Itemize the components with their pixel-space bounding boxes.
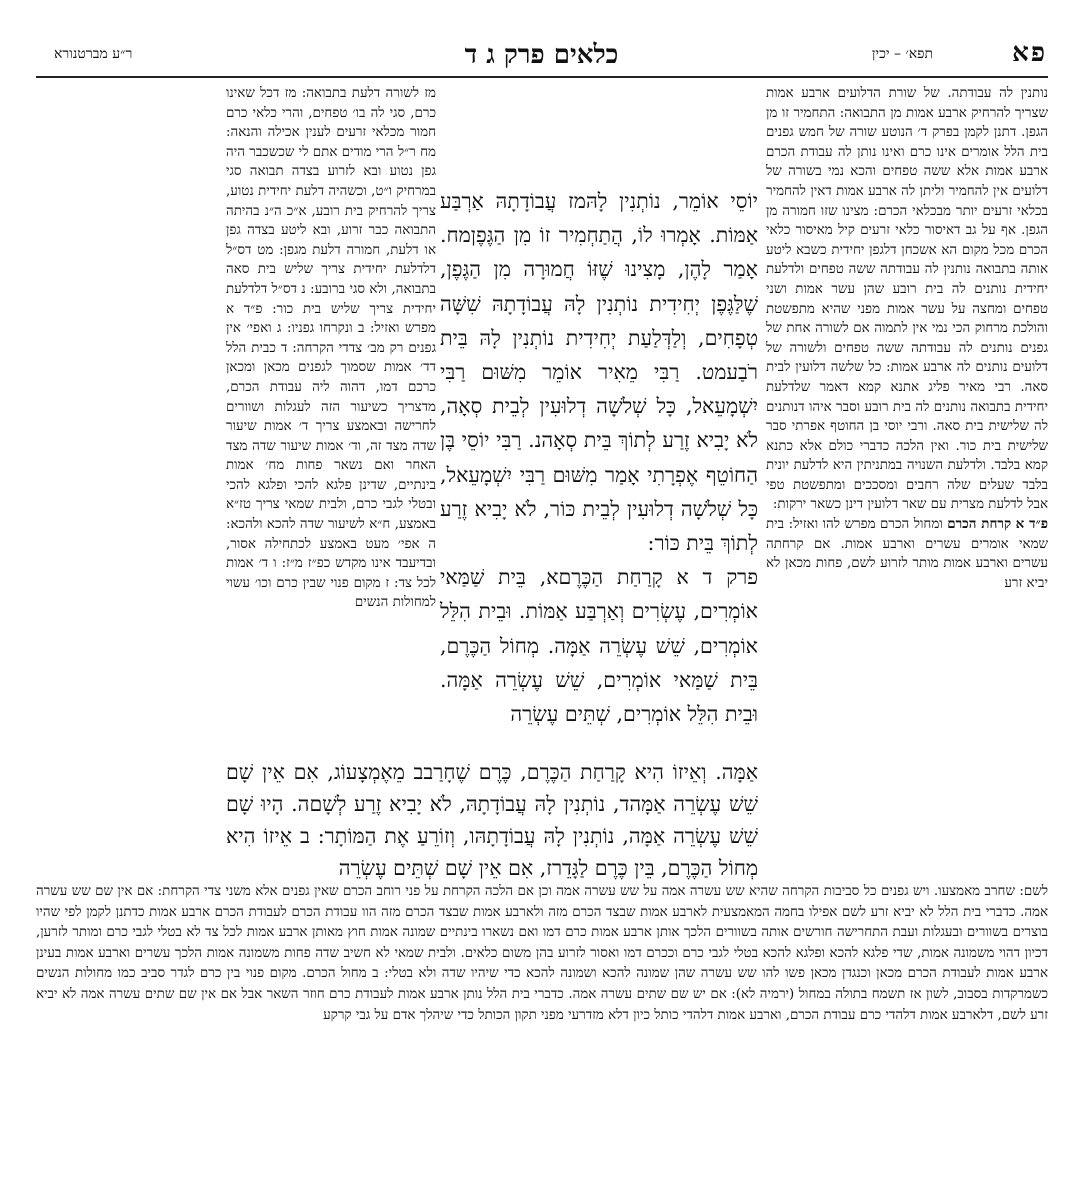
page-header (0, 38, 1083, 70)
bartenura-paragraph: נותנין לה עבודתה. של שורת הדלועים ארבע אמות שצריך להרחיק ארבע אמות מן התבואה: התחמיר זו מן הגפן. דתנן לקמן בפרק ד׳ הנוטע שורה של חמש גפנים בית הלל אומרים אינו כרם ואינו נותן לה עבודת הכרם ארבע אמות אלא ששה טפחים והכא נמי בשורה של דלועים אין להחמיר וליתן לה ארבע אמות דאין להחמיר בכלאי זרעים יותר מבכלאי הכרם: מצינו שזו חמורה מן הגפן. אף על גב דאיסור כלאי זרעים קיל מאיסור כלאי הכרם מכל מקום הא אשכחן דלגפן יחידית כשבא ליטע אותה בתבואה נותנין לה עבודתה ששה טפחים ולדלעת יחידית נותנים לה בית רובע שהן עשר אמות ושני טפחים ומחצה על עשר אמות מפני שהיא מתפשטת והולכת מרחוק הכי נמי אין לתמוה אם לשורה אחת של גפנים נותנים לה עבודתה ששה טפחים ולשורה של דלועים נותנים לה ארבע אמות: כל שלשה דלועין לבית סאה. רבי מאיר פליג אתנא קמא דאמר שלדלעת יחידית בתבואה נותנים לה בית רובע וסבר איהו דנותנים לה שלישית בית סאה. ורבי יוסי בן החוטף אפרתי סבר שלישית בית כור. ואין הלכה כדברי כולם אלא כתנא קמא בלבד. ולדלעת השנויה במתניתין היא לדלעת יונית בלבד שעלים שלה רחבים ומסככים ומתפשטת טפי אבל לדלעת מצרית עם שאר דלועין דינן כשאר ירקות: (766, 86, 1048, 513)
page-number: פא (1012, 38, 1047, 68)
bottom-commentary-text: לשם: שחרב מאמצעו. ויש גפנים כל סביבות הקרחה שהיא שש עשרה אמה על שש עשרה אמה וכן אם הלכה הקרחת על פני רוחב הכרם שאין גפנים אלא משני צדי הקרחת: אם אין שם שש עשרה אמה. כדברי בית הלל לא יביא זרע לשם אפילו בחמה המאמצעית לארבע אמות שבצד הכרם מזה ולארבע אמות שבצד הכרם מזה הוו עבודת הכרם לעבודת הכרם ארבע אמות כדתנן לקמן לפי שהיו בוצרים בשוורים ובעגלות ועבת התחרישה חורשים אותה בשוורים הלכך אותן ארבע אמות כרם דמו ואם נשארו בינתיים שמונה אמות חוץ מאותן ארבע אמות לכל צד לא בטלי לגבי כרם ומותר לזרען, דכיון דהוי משמונה אמות, שדי פלגא להכא ופלגא להכא בטלי לגבי כרם וככרם דמו ואסור לזרוע בהן משום כלאים. ולבית שמאי לא חשיב שדה פחות משמונה אמות הלכך עשרים וארבע אמות בעינן ארבע אמות לעבודת הכרם מכאן וכנגדן מכאן פשו להו שש עשרה שהן שמונה להכא ושמונה להכא כדי שיהיו שדה ולא בטלי: ב מחול הכרם. מקום פנוי בין כרם לגדר סביב כמו מחולות הנשים כשמרקדות בסבוב, לשון אז תשמח בתולה במחול (ירמיה לא): אם יש שם שתים עשרה אמה. כדברי בית הלל נותן ארבע אמות לעבודת כרם חוזר השאר אבל אם אין שם שתים עשרה אמה לא יביא זרע לשם, דלארבע אמות דלהדי כרם עבודת הכרם, וארבע אמות דלהדי כותל כיון דלא מזדרעי מפני תקון הכותל כדי שיהלך אדם על גבי קרקע (36, 884, 1048, 1023)
mishnah-paragraph: יוֹסֵי אוֹמֵר, נוֹתְנִין לָהּמז עֲבוֹדָתָהּ אַרְבַּע אַמּוֹת. אָמְרוּ לוֹ, הֲתַחְמִיר זוֹ מִן הַגֶּפֶןמח. אָמַר לָהֶן, מָצִינוּ שֶׁזּוֹ חֲמוּרָה מִן הַגֶּפֶן, שֶׁלַּגֶּפֶן יְחִידִית נוֹתְנִין לָהּ עֲבוֹדָתָהּ שִׁשָּׁה טְפָחִים, וְלַדְּלַעַת יְחִידִית נוֹתְנִין לָהּ בֵּית רֹבַעמט. רַבִּי מֵאִיר אוֹמֵר מִשּׁוּם רַבִּי יִשְׁמָעֵאל, כָּל שְׁלֹשָׁה דְלוּעִין לְבֵית סְאָה, לֹא יָבִיא זֶרַע לְתוֹךְ בֵּית סְאָהנ. רַבִּי יוֹסֵי בֶּן הַחוֹטֵף אֶפְרָתִי אָמַר מִשּׁוּם רַבִּי יִשְׁמָעֵאל, כָּל שְׁלֹשָׁה דְלוּעִין לְבֵית כּוֹר, לֹא יָבִיא זֶרַע לְתוֹךְ בֵּית כּוֹר: (440, 189, 758, 556)
tiferet-yisrael-text: מז לשורה דלעת בתבואה: מז דכל שאינו כרם, סגי לה בו׳ טפחים, והרי כלאי כרם חמור מכלאי זרעים לענין אכילה והנאה: מח ר״ל הרי מודים אתם לי שכשכבר היה גפן נטוע ובא לזרוע בצדה תבואה סגי במרחיק ו״ט, וכשהיה דלעת יחידית נטוע, צריך להרחיק בית רובע, א״כ ה״נ בהיתה התבואה כבר זרוע, ובא ליטע בצדה גפן או דלעת, חמורה דלעת מגפן: מט דס״ל דלדלעת יחידית צריך שליש בית סאה בתבואה, ולא סגי ברובע: נ דס״ל דלדלעת יחידית צריך שליש בית כור: פ״ד א מפרש ואזיל: ב ונקרחו גפניו: ג ואפי׳ אין גפנים רק מב׳ צדדי הקרחה: ד כבית הלל דד׳ אמות שסמוך לגפנים מכאן ומכאן כרכם דמו, דהוה ליה עבודת הכרם, מדצריך כשיעור הזה לעגלות ושוורים לחרישה ובאמצע צריך ד׳ אמות שיעור שדה מצד זה, וד׳ אמות שיעור שדה מצד האחר ואם נשאר פחות מח׳ אמות בינתיים, שדינן פלגא להכי ופלגא להכי ובטלי לגבי כרם, ולבית שמאי צריך טז״א באמצע, ח״א לשיעור שדה להכא ולהכא: ה אפי׳ מעט באמצע לכתחילה אסור, ובדיעבד אינו מקדש כפ״ז מ״ז: ו ד׳ אמות לכל צד: ז מקום פנוי שבין כרם וכו׳ עשוי למחולות הנשים (226, 86, 436, 611)
bartenura-chapter-four (766, 515, 1048, 593)
tiferet-yisrael-commentary (226, 84, 436, 613)
commentary-lead: קרחת הכרם (947, 516, 1012, 533)
mishnah-continuation (226, 756, 758, 884)
mishnah-chapter-four: פרק ד א קָרַחַת הַכֶּרֶםא, בֵּית שַׁמַּאי אוֹמְרִים, עֶשְׂרִים וְאַרְבַּע אַמּוֹת. וּבֵית הִלֵּל אוֹמְרִים, שֵׁשׁ עֶשְׂרֵה אַמָּה. מְחוֹל הַכֶּרֶם, בֵּית שַׁמַּאי אוֹמְרִים, שֵׁשׁ עֶשְׂרֵה אַמָּה. וּבֵית הִלֵּל אוֹמְרִים, שְׁתֵּים עֶשְׂרֵה (440, 565, 758, 727)
mishnah-main-text (440, 184, 758, 731)
header-commentary-name: ר״ע מברטנורא (54, 46, 133, 62)
header-rule (36, 76, 1048, 78)
chapter-marker: פ״ד א (1015, 516, 1048, 533)
header-left-reference: תפא׳ – יכין (871, 46, 933, 62)
bottom-commentary (36, 882, 1048, 1026)
bartenura-commentary (766, 84, 1048, 593)
tractate-title: כלאים פרק ג ד (464, 40, 619, 70)
commentary-text: ומחול הכרם מפרש להו ואזיל: בית שמאי אומרים עשרים וארבע אמות. אם קרחתה עשרים וארבע אמות מותר לזרוע לשם, פחות מכאן לא יביא זרע (766, 517, 1048, 591)
mishnah-wide-text: אַמָּה. וְאֵיזוֹ הִיא קָרַחַת הַכֶּרֶם, כֶּרֶם שֶׁחָרַבב מֵאֶמְצָעוֹג, אִם אֵין שָׁם שֵׁשׁ עֶשְׂרֵה אַמָּהד, נוֹתְנִין לָהּ עֲבוֹדָתָהּ, לֹא יָבִיא זֶרַע לְשָׁםה. הָיוּ שָׁם שֵׁשׁ עֶשְׂרֵה אַמָּה, נוֹתְנִין לָהּ עֲבוֹדָתָהּו, וְזוֹרֵעַ אֶת הַמּוֹתָר: ב אֵיזוֹ הִיא מְחוֹל הַכֶּרֶם, בֵּין כֶּרֶם לַגָּדֵרז, אִם אֵין שָׁם שְׁתֵּים עֶשְׂרֵה (226, 760, 758, 880)
